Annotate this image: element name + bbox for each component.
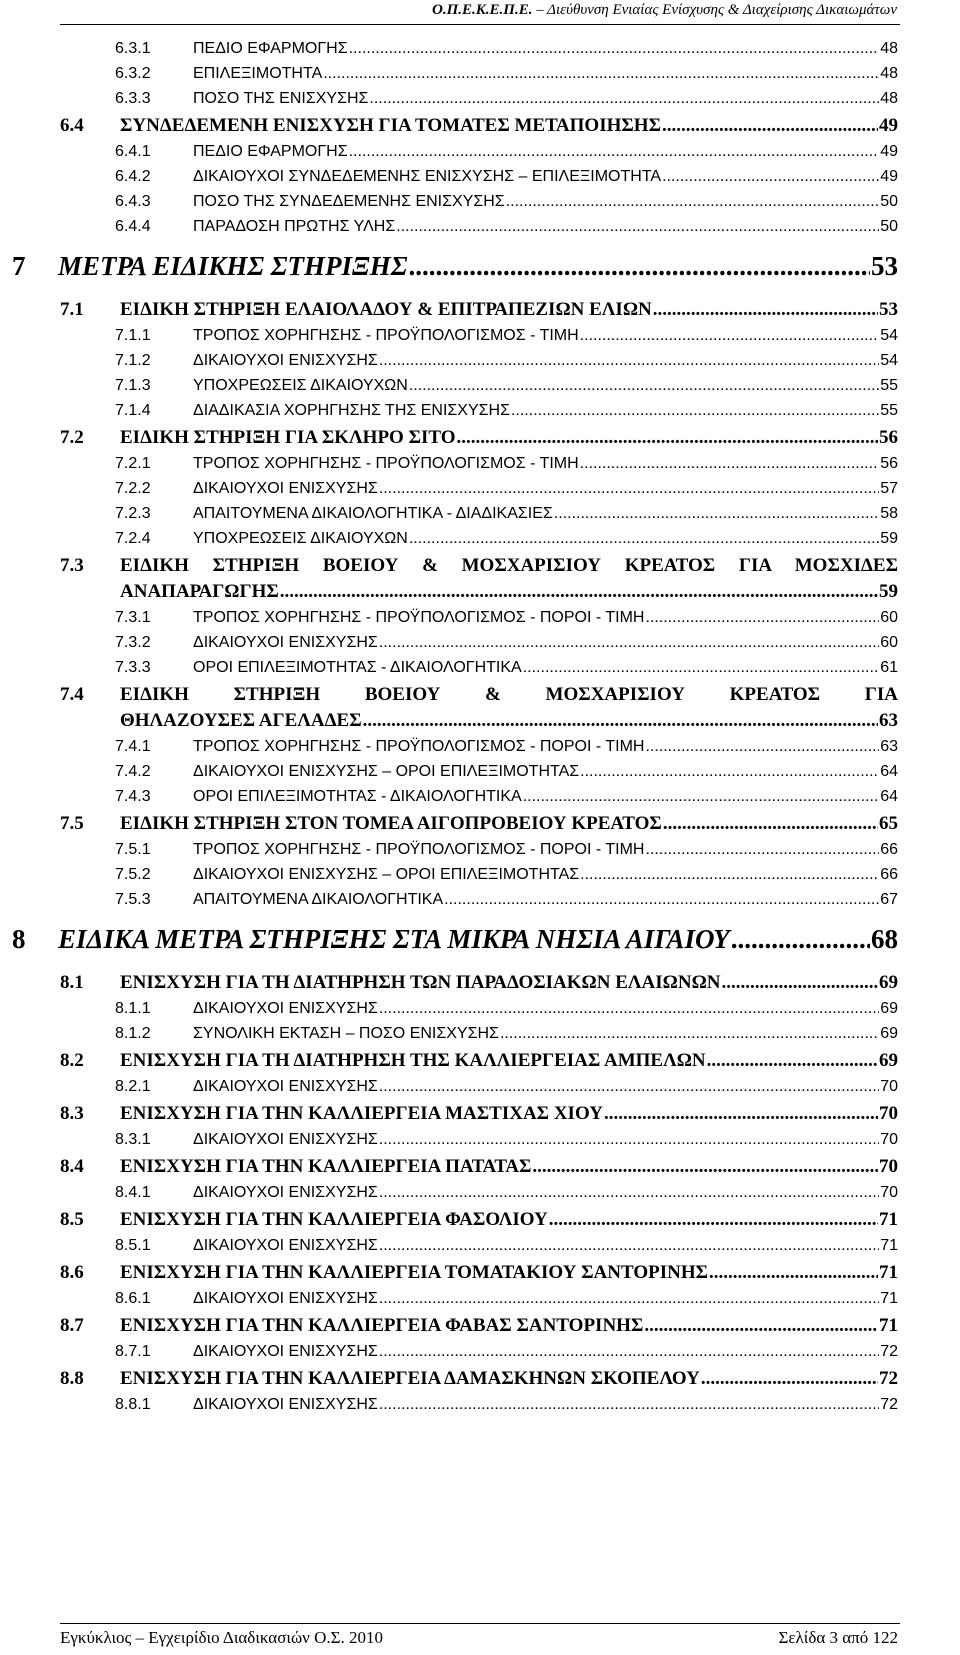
toc-entry-page: 66 (880, 866, 898, 883)
toc-dot-leader (511, 402, 879, 420)
toc-entry[interactable] (0, 763, 960, 788)
toc-dot-leader (409, 530, 879, 548)
toc-entry-title-continued: ΑΝΑΠΑΡΑΓΩΓΗΣ (120, 581, 279, 602)
toc-entry[interactable] (0, 924, 960, 960)
toc-dot-leader (580, 763, 879, 781)
toc-dot-leader (396, 218, 879, 236)
toc-entry-number: 8.3.1 (115, 1131, 151, 1148)
toc-dot-leader (369, 90, 879, 108)
toc-entry[interactable] (0, 327, 960, 352)
toc-entry-title: ΔΙΚΑΙΟΥΧΟΙ ΕΝΙΣΧΥΣΗΣ (193, 1343, 378, 1360)
toc-entry[interactable] (0, 218, 960, 243)
footer-document-title: Εγκύκλιος – Εγχειρίδιο Διαδικασιών Ο.Σ. 2010 (60, 1628, 383, 1647)
toc-entry[interactable] (0, 1025, 960, 1050)
toc-entry-page: 71 (879, 1315, 898, 1336)
toc-dot-leader (549, 1209, 878, 1231)
toc-entry-number: 6.3.2 (115, 65, 151, 82)
toc-dot-leader (363, 710, 878, 732)
toc-entry-title: ΥΠΟΧΡΕΩΣΕΙΣ ΔΙΚΑΙΟΥΧΩΝ (193, 377, 408, 394)
toc-entry-title: ΤΡΟΠΟΣ ΧΟΡΗΓΗΣΗΣ - ΠΡΟΫΠΟΛΟΓΙΣΜΟΣ - ΠΟΡΟΙ - ΤΙΜΗ (193, 738, 645, 755)
toc-dot-leader (707, 1050, 878, 1072)
header-rule (60, 24, 900, 25)
toc-entry-page: 50 (880, 218, 898, 235)
toc-dot-leader (662, 115, 878, 137)
toc-entry-number: 6.4.4 (115, 218, 151, 235)
toc-dot-leader (409, 377, 879, 395)
toc-entry-number: 8.7.1 (115, 1343, 151, 1360)
toc-entry-title: ΤΡΟΠΟΣ ΧΟΡΗΓΗΣΗΣ - ΠΡΟΫΠΟΛΟΓΙΣΜΟΣ - ΤΙΜΗ (193, 327, 579, 344)
toc-dot-leader (523, 788, 879, 806)
toc-entry-page: 54 (880, 327, 898, 344)
toc-entry-page: 63 (879, 710, 898, 731)
toc-dot-leader (500, 1025, 879, 1043)
toc-entry[interactable] (0, 402, 960, 427)
toc-entry-page: 72 (880, 1343, 898, 1360)
toc-dot-leader (532, 1156, 878, 1178)
toc-entry-title: ΠΕΔΙΟ ΕΦΑΡΜΟΓΗΣ (193, 40, 348, 57)
toc-entry-page: 53 (871, 251, 898, 281)
toc-dot-leader (554, 505, 879, 523)
toc-entry[interactable] (0, 455, 960, 480)
toc-entry[interactable] (0, 40, 960, 65)
toc-entry-number: 6.4.2 (115, 168, 151, 185)
toc-entry-title: ΕΝΙΣΧΥΣΗ ΓΙΑ ΤΗ ΔΙΑΤΗΡΗΣΗ ΤΩΝ ΠΑΡΑΔΟΣΙΑΚΩΝ ΕΛΑΙΩΝΩΝ (120, 972, 721, 993)
toc-entry-number: 7.2.4 (115, 530, 151, 547)
toc-entry[interactable] (0, 193, 960, 218)
toc-dot-leader (379, 634, 879, 652)
toc-dot-leader (663, 813, 878, 835)
toc-entry-title: ΕΙΔΙΚΗ ΣΤΗΡΙΞΗ ΒΟΕΙΟΥ & ΜΟΣΧΑΡΙΣΙΟΥ ΚΡΕΑΤΟΣ ΓΙΑ ΜΟΣΧΙΔΕΣ (120, 555, 898, 576)
toc-entry-page: 67 (880, 891, 898, 908)
toc-entry-page: 59 (880, 530, 898, 547)
toc-entry-page: 48 (880, 90, 898, 107)
toc-entry-number: 7.4.2 (115, 763, 151, 780)
toc-dot-leader (409, 251, 870, 282)
toc-entry[interactable] (0, 1237, 960, 1262)
toc-entry-title-continued: ΘΗΛΑΖΟΥΣΕΣ ΑΓΕΛΑΔΕΣ (120, 710, 362, 731)
toc-entry-title: ΠΟΣΟ ΤΗΣ ΕΝΙΣΧΥΣΗΣ (193, 90, 369, 107)
toc-entry-page: 68 (871, 924, 898, 954)
toc-entry-number: 7 (12, 251, 26, 281)
toc-entry-number: 7.5.3 (115, 891, 151, 908)
toc-entry-title: ΕΙΔΙΚΑ ΜΕΤΡΑ ΣΤΗΡΙΞΗΣ ΣΤΑ ΜΙΚΡΑ ΝΗΣΙΑ ΑΙΓΑΙΟΥ (58, 924, 730, 954)
toc-entry[interactable] (0, 505, 960, 530)
toc-entry-title: ΤΡΟΠΟΣ ΧΟΡΗΓΗΣΗΣ - ΠΡΟΫΠΟΛΟΓΙΣΜΟΣ - ΠΟΡΟΙ - ΤΙΜΗ (193, 841, 645, 858)
toc-entry-number: 8.2 (60, 1050, 84, 1071)
toc-entry-title: ΕΝΙΣΧΥΣΗ ΓΙΑ ΤΗΝ ΚΑΛΛΙΕΡΓΕΙΑ ΤΟΜΑΤΑΚΙΟΥ ΣΑΝΤΟΡΙΝΗΣ (120, 1262, 709, 1283)
toc-dot-leader (645, 609, 879, 627)
toc-entry-number: 7.1.4 (115, 402, 151, 419)
toc-entry-page: 56 (880, 455, 898, 472)
toc-entry-title: ΔΙΚΑΙΟΥΧΟΙ ΕΝΙΣΧΥΣΗΣ (193, 352, 378, 369)
toc-entry-page: 63 (880, 738, 898, 755)
toc-entry[interactable] (0, 377, 960, 402)
toc-entry-title: ΔΙΚΑΙΟΥΧΟΙ ΕΝΙΣΧΥΣΗΣ (193, 1000, 378, 1017)
toc-entry-title: ΤΡΟΠΟΣ ΧΟΡΗΓΗΣΗΣ - ΠΡΟΫΠΟΛΟΓΙΣΜΟΣ - ΤΙΜΗ (193, 455, 579, 472)
toc-entry-title: ΠΑΡΑΔΟΣΗ ΠΡΩΤΗΣ ΥΛΗΣ (193, 218, 396, 235)
toc-entry[interactable] (0, 299, 960, 327)
toc-entry-number: 7.1.1 (115, 327, 151, 344)
toc-entry-page: 71 (880, 1290, 898, 1307)
toc-dot-leader (379, 1237, 879, 1255)
toc-entry-title: ΕΠΙΛΕΞΙΜΟΤΗΤΑ (193, 65, 323, 82)
toc-dot-leader (722, 972, 878, 994)
toc-entry[interactable] (0, 738, 960, 763)
toc-dot-leader (645, 841, 879, 859)
toc-entry-page: 57 (880, 480, 898, 497)
toc-entry[interactable] (0, 90, 960, 115)
toc-entry-page: 55 (880, 377, 898, 394)
toc-entry-page: 53 (879, 299, 898, 320)
toc-entry[interactable] (0, 427, 960, 455)
toc-entry-number: 8 (12, 924, 26, 954)
toc-dot-leader (580, 455, 880, 473)
toc-entry-number: 6.4 (60, 115, 84, 136)
header-dept: – Διεύθυνση Ενιαίας Ενίσχυσης & Διαχείρισης Δικαιωμάτων (532, 2, 897, 18)
toc-dot-leader (604, 1103, 878, 1125)
toc-entry[interactable] (0, 480, 960, 505)
toc-dot-leader (580, 327, 880, 345)
toc-entry-page: 71 (880, 1237, 898, 1254)
toc-dot-leader (580, 866, 879, 884)
toc-entry-page: 64 (880, 763, 898, 780)
toc-entry[interactable] (0, 1078, 960, 1103)
toc-entry-title: ΑΠΑΙΤΟΥΜΕΝΑ ΔΙΚΑΙΟΛΟΓΗΤΙΚΑ (193, 891, 444, 908)
toc-entry-title: ΠΕΔΙΟ ΕΦΑΡΜΟΓΗΣ (193, 143, 348, 160)
toc-entry[interactable] (0, 1290, 960, 1315)
toc-entry-page: 54 (880, 352, 898, 369)
toc-entry-number: 7.3 (60, 555, 84, 576)
toc-entry-number: 8.7 (60, 1315, 84, 1336)
toc-entry[interactable] (0, 1262, 960, 1290)
running-header (432, 2, 897, 19)
toc-dot-leader (645, 738, 879, 756)
toc-entry-title: ΣΥΝΟΛΙΚΗ ΕΚΤΑΣΗ – ΠΟΣΟ ΕΝΙΣΧΥΣΗΣ (193, 1025, 499, 1042)
toc-entry-number: 7.1.2 (115, 352, 151, 369)
toc-entry-number: 7.2 (60, 427, 84, 448)
toc-entry-page: 50 (880, 193, 898, 210)
toc-entry-number: 6.3.1 (115, 40, 151, 57)
toc-entry-title: ΕΝΙΣΧΥΣΗ ΓΙΑ ΤΗΝ ΚΑΛΛΙΕΡΓΕΙΑ ΦΑΣΟΛΙΟΥ (120, 1209, 548, 1230)
toc-entry-number: 8.1.2 (115, 1025, 151, 1042)
toc-entry-number: 7.2.1 (115, 455, 151, 472)
toc-dot-leader (523, 659, 879, 677)
toc-entry-title: ΕΙΔΙΚΗ ΣΤΗΡΙΞΗ ΣΤΟΝ ΤΟΜΕΑ ΑΙΓΟΠΡΟΒΕΙΟΥ ΚΡΕΑΤΟΣ (120, 813, 662, 834)
toc-entry[interactable] (0, 813, 960, 841)
toc-entry-page: 69 (879, 1050, 898, 1071)
toc-entry-page: 72 (880, 1396, 898, 1413)
toc-entry[interactable] (0, 891, 960, 916)
toc-entry-number: 8.4.1 (115, 1184, 151, 1201)
toc-entry-title: ΔΙΚΑΙΟΥΧΟΙ ΣΥΝΔΕΔΕΜΕΝΗΣ ΕΝΙΣΧΥΣΗΣ – ΕΠΙΛΕΞΙΜΟΤΗΤΑ (193, 168, 662, 185)
toc-entry-title: ΔΙΚΑΙΟΥΧΟΙ ΕΝΙΣΧΥΣΗΣ (193, 1237, 378, 1254)
toc-dot-leader (701, 1368, 878, 1390)
toc-entry-title: ΕΝΙΣΧΥΣΗ ΓΙΑ ΤΗΝ ΚΑΛΛΙΕΡΓΕΙΑ ΠΑΤΑΤΑΣ (120, 1156, 532, 1177)
toc-entry-number: 8.6 (60, 1262, 84, 1283)
toc-entry-title: ΕΝΙΣΧΥΣΗ ΓΙΑ ΤΗΝ ΚΑΛΛΙΕΡΓΕΙΑ ΔΑΜΑΣΚΗΝΩΝ ΣΚΟΠΕΛΟΥ (120, 1368, 700, 1389)
toc-entry-page: 60 (880, 609, 898, 626)
toc-dot-leader (379, 352, 879, 370)
toc-dot-leader (731, 924, 870, 955)
toc-entry-page: 71 (879, 1262, 898, 1283)
toc-entry-title: ΔΙΚΑΙΟΥΧΟΙ ΕΝΙΣΧΥΣΗΣ (193, 1290, 378, 1307)
toc-entry-page: 59 (879, 581, 898, 602)
toc-entry[interactable] (0, 1184, 960, 1209)
toc-dot-leader (349, 143, 880, 161)
toc-entry-title: ΔΙΚΑΙΟΥΧΟΙ ΕΝΙΣΧΥΣΗΣ (193, 1078, 378, 1095)
toc-entry-number: 7.3.2 (115, 634, 151, 651)
toc-entry-page: 58 (880, 505, 898, 522)
toc-entry-page: 48 (880, 40, 898, 57)
toc-entry-page: 72 (879, 1368, 898, 1389)
toc-entry[interactable] (0, 866, 960, 891)
toc-entry-title: ΟΡΟΙ ΕΠΙΛΕΞΙΜΟΤΗΤΑΣ - ΔΙΚΑΙΟΛΟΓΗΤΙΚΑ (193, 659, 522, 676)
toc-entry-page: 48 (880, 65, 898, 82)
toc-dot-leader (379, 1078, 879, 1096)
toc-entry-title: ΤΡΟΠΟΣ ΧΟΡΗΓΗΣΗΣ - ΠΡΟΫΠΟΛΟΓΙΣΜΟΣ - ΠΟΡΟΙ - ΤΙΜΗ (193, 609, 645, 626)
toc-entry[interactable] (0, 1343, 960, 1368)
toc-entry[interactable] (0, 352, 960, 377)
toc-dot-leader (280, 581, 878, 603)
toc-entry-title: ΣΥΝΔΕΔΕΜΕΝΗ ΕΝΙΣΧΥΣΗ ΓΙΑ ΤΟΜΑΤΕΣ ΜΕΤΑΠΟΙΗΣΗΣ (120, 115, 661, 136)
toc-entry-title: ΔΙΚΑΙΟΥΧΟΙ ΕΝΙΣΧΥΣΗΣ – ΟΡΟΙ ΕΠΙΛΕΞΙΜΟΤΗΤΑΣ (193, 866, 580, 883)
toc-entry[interactable] (0, 788, 960, 813)
toc-entry-page: 61 (880, 659, 898, 676)
toc-entry-number: 7.5.1 (115, 841, 151, 858)
toc-entry[interactable] (0, 251, 960, 287)
header-org: Ο.Π.Ε.Κ.Ε.Π.Ε. (432, 2, 533, 18)
toc-entry-number: 7.1 (60, 299, 84, 320)
toc-entry-number: 8.5.1 (115, 1237, 151, 1254)
toc-dot-leader (506, 193, 880, 211)
toc-entry-number: 8.3 (60, 1103, 84, 1124)
toc-entry-page: 69 (880, 1000, 898, 1017)
toc-entry[interactable] (0, 609, 960, 634)
toc-dot-leader (379, 1131, 879, 1149)
toc-entry[interactable] (0, 1209, 960, 1237)
toc-dot-leader (323, 65, 879, 83)
toc-entry-page: 70 (879, 1103, 898, 1124)
toc-entry[interactable] (0, 972, 960, 1000)
toc-dot-leader (349, 40, 880, 58)
toc-entry-number: 8.1.1 (115, 1000, 151, 1017)
toc-dot-leader (379, 1184, 879, 1202)
toc-entry-title: ΠΟΣΟ ΤΗΣ ΣΥΝΔΕΔΕΜΕΝΗΣ ΕΝΙΣΧΥΣΗΣ (193, 193, 505, 210)
toc-entry[interactable] (0, 659, 960, 684)
toc-entry[interactable] (0, 1000, 960, 1025)
toc-entry-title: ΔΙΚΑΙΟΥΧΟΙ ΕΝΙΣΧΥΣΗΣ (193, 634, 378, 651)
toc-entry-number: 7.4.3 (115, 788, 151, 805)
toc-entry-title: ΕΝΙΣΧΥΣΗ ΓΙΑ ΤΗΝ ΚΑΛΛΙΕΡΓΕΙΑ ΜΑΣΤΙΧΑΣ ΧΙΟΥ (120, 1103, 603, 1124)
toc-dot-leader (457, 427, 878, 449)
toc-entry-number: 8.8.1 (115, 1396, 151, 1413)
toc-entry[interactable] (0, 1368, 960, 1396)
toc-entry-number: 8.2.1 (115, 1078, 151, 1095)
toc-entry[interactable] (0, 168, 960, 193)
toc-entry[interactable] (0, 1156, 960, 1184)
toc-entry-number: 8.6.1 (115, 1290, 151, 1307)
toc-entry-title: ΔΙΚΑΙΟΥΧΟΙ ΕΝΙΣΧΥΣΗΣ – ΟΡΟΙ ΕΠΙΛΕΞΙΜΟΤΗΤΑΣ (193, 763, 580, 780)
toc-entry-page: 66 (880, 841, 898, 858)
toc-dot-leader (709, 1262, 878, 1284)
toc-entry-page: 70 (880, 1184, 898, 1201)
toc-entry-page: 49 (880, 168, 898, 185)
footer-rule (60, 1623, 900, 1624)
toc-entry-title: ΟΡΟΙ ΕΠΙΛΕΞΙΜΟΤΗΤΑΣ - ΔΙΚΑΙΟΛΟΓΗΤΙΚΑ (193, 788, 522, 805)
toc-entry-title: ΜΕΤΡΑ ΕΙΔΙΚΗΣ ΣΤΗΡΙΞΗΣ (58, 251, 408, 281)
toc-entry-page: 60 (880, 634, 898, 651)
toc-dot-leader (444, 891, 879, 909)
toc-entry[interactable] (0, 65, 960, 90)
toc-entry-title: ΔΙΚΑΙΟΥΧΟΙ ΕΝΙΣΧΥΣΗΣ (193, 480, 378, 497)
toc-entry-number: 7.2.3 (115, 505, 151, 522)
toc-dot-leader (379, 1396, 879, 1414)
toc-entry-title: ΥΠΟΧΡΕΩΣΕΙΣ ΔΙΚΑΙΟΥΧΩΝ (193, 530, 408, 547)
toc-entry-page: 65 (879, 813, 898, 834)
toc-entry-title: ΔΙΚΑΙΟΥΧΟΙ ΕΝΙΣΧΥΣΗΣ (193, 1131, 378, 1148)
toc-entry[interactable] (0, 684, 960, 731)
toc-entry-number: 7.5 (60, 813, 84, 834)
toc-entry-page: 70 (879, 1156, 898, 1177)
toc-entry-page: 70 (880, 1131, 898, 1148)
toc-entry-number: 8.1 (60, 972, 84, 993)
toc-entry-number: 6.3.3 (115, 90, 151, 107)
toc-entry-number: 7.5.2 (115, 866, 151, 883)
toc-entry-page: 56 (879, 427, 898, 448)
toc-entry-title: ΕΙΔΙΚΗ ΣΤΗΡΙΞΗ ΕΛΑΙΟΛΑΔΟΥ & ΕΠΙΤΡΑΠΕΖΙΩΝ ΕΛΙΩΝ (120, 299, 652, 320)
toc-dot-leader (379, 1343, 879, 1361)
toc-dot-leader (644, 1315, 878, 1337)
toc-entry-page: 69 (879, 972, 898, 993)
toc-entry-title: ΕΙΔΙΚΗ ΣΤΗΡΙΞΗ ΓΙΑ ΣΚΛΗΡΟ ΣΙΤΟ (120, 427, 456, 448)
footer-page-number: Σελίδα 3 από 122 (778, 1628, 898, 1647)
toc-entry-title: ΕΝΙΣΧΥΣΗ ΓΙΑ ΤΗ ΔΙΑΤΗΡΗΣΗ ΤΗΣ ΚΑΛΛΙΕΡΓΕΙΑΣ ΑΜΠΕΛΩΝ (120, 1050, 706, 1071)
toc-dot-leader (379, 1290, 879, 1308)
toc-entry[interactable] (0, 1050, 960, 1078)
toc-entry-title: ΑΠΑΙΤΟΥΜΕΝΑ ΔΙΚΑΙΟΛΟΓΗΤΙΚΑ - ΔΙΑΔΙΚΑΣΙΕΣ (193, 505, 553, 522)
toc-entry-page: 49 (879, 115, 898, 136)
toc-entry[interactable] (0, 555, 960, 602)
toc-entry[interactable] (0, 143, 960, 168)
toc-entry-number: 7.1.3 (115, 377, 151, 394)
toc-entry-number: 8.5 (60, 1209, 84, 1230)
toc-entry[interactable] (0, 530, 960, 555)
toc-entry-number: 6.4.1 (115, 143, 151, 160)
toc-entry-page: 69 (880, 1025, 898, 1042)
toc-entry[interactable] (0, 841, 960, 866)
toc-dot-leader (379, 480, 879, 498)
toc-dot-leader (653, 299, 878, 321)
toc-entry-page: 64 (880, 788, 898, 805)
toc-entry[interactable] (0, 1315, 960, 1343)
toc-entry-number: 7.3.1 (115, 609, 151, 626)
toc-entry[interactable] (0, 1131, 960, 1156)
toc-entry-title: ΕΙΔΙΚΗ ΣΤΗΡΙΞΗ ΒΟΕΙΟΥ & ΜΟΣΧΑΡΙΣΙΟΥ ΚΡΕΑΤΟΣ ΓΙΑ (120, 684, 898, 705)
toc-entry-title: ΔΙΚΑΙΟΥΧΟΙ ΕΝΙΣΧΥΣΗΣ (193, 1396, 378, 1413)
toc-entry-page: 55 (880, 402, 898, 419)
toc-entry-number: 6.4.3 (115, 193, 151, 210)
toc-entry-title: ΔΙΑΔΙΚΑΣΙΑ ΧΟΡΗΓΗΣΗΣ ΤΗΣ ΕΝΙΣΧΥΣΗΣ (193, 402, 510, 419)
toc-entry-number: 7.4 (60, 684, 84, 705)
toc-entry[interactable] (0, 1103, 960, 1131)
toc-entry-page: 49 (880, 143, 898, 160)
toc-dot-leader (662, 168, 879, 186)
toc-entry-title: ΕΝΙΣΧΥΣΗ ΓΙΑ ΤΗΝ ΚΑΛΛΙΕΡΓΕΙΑ ΦΑΒΑΣ ΣΑΝΤΟΡΙΝΗΣ (120, 1315, 644, 1336)
toc-entry[interactable] (0, 634, 960, 659)
toc-entry-number: 7.4.1 (115, 738, 151, 755)
toc-entry-number: 8.8 (60, 1368, 84, 1389)
toc-entry-page: 71 (879, 1209, 898, 1230)
toc-entry-number: 8.4 (60, 1156, 84, 1177)
toc-dot-leader (379, 1000, 879, 1018)
toc-entry-number: 7.2.2 (115, 480, 151, 497)
toc-entry-title: ΔΙΚΑΙΟΥΧΟΙ ΕΝΙΣΧΥΣΗΣ (193, 1184, 378, 1201)
toc-entry[interactable] (0, 115, 960, 143)
toc-entry[interactable] (0, 1396, 960, 1421)
toc-entry-page: 70 (880, 1078, 898, 1095)
toc-entry-number: 7.3.3 (115, 659, 151, 676)
